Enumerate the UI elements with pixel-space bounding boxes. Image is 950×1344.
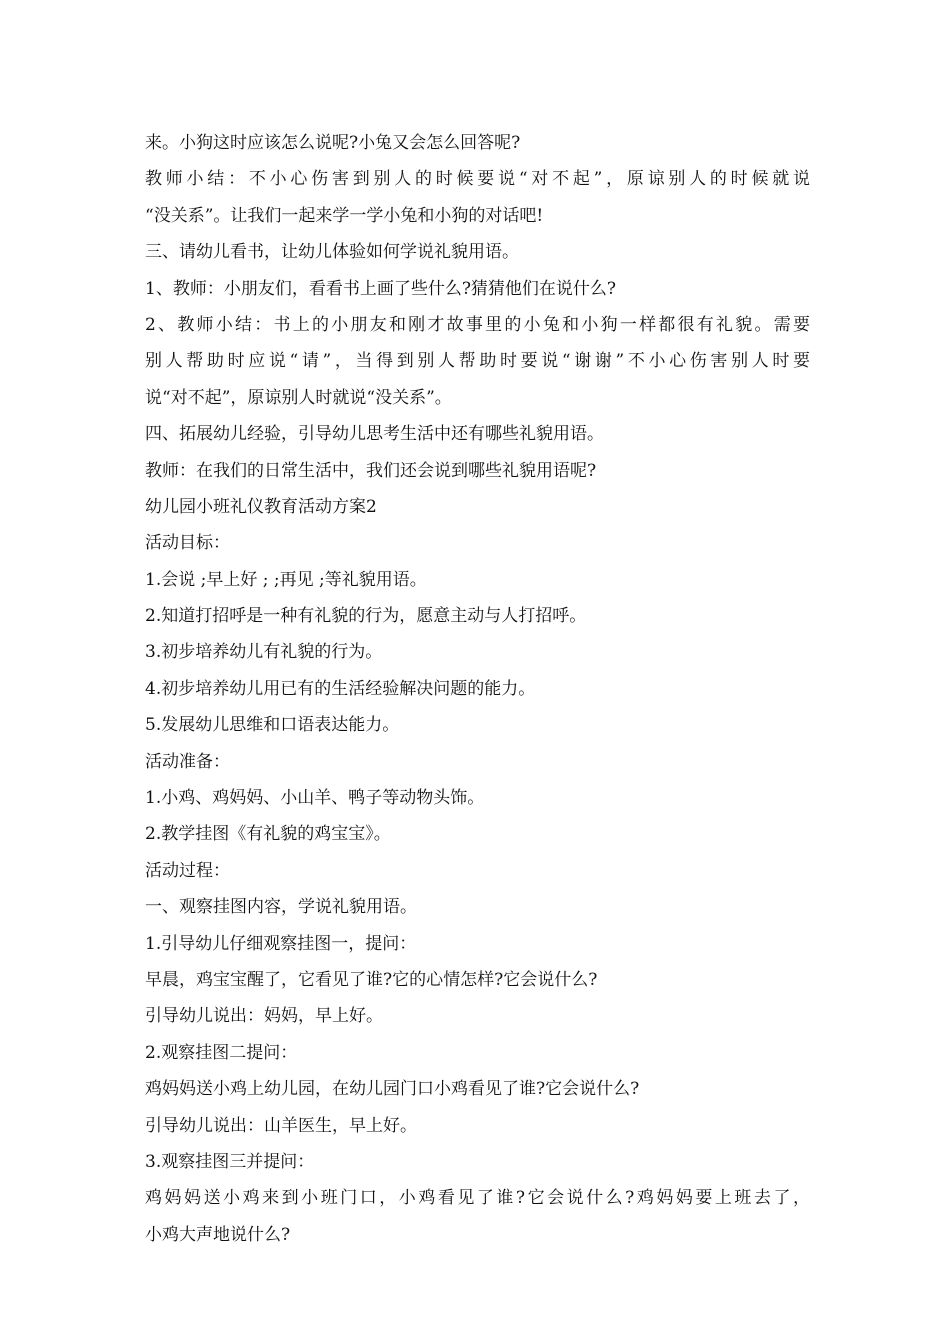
text-line: 三、请幼儿看书，让幼儿体验如何学说礼貌用语。	[145, 242, 519, 263]
text-line: 来。小狗这时应该怎么说呢?小兔又会怎么回答呢?	[145, 133, 521, 153]
text-line: 引导幼儿说出：山羊医生，早上好。	[145, 1115, 417, 1136]
text-line: 1.会说 ;早上好 ; ;再见 ;等礼貌用语。	[145, 569, 427, 590]
text-line: 活动准备：	[145, 751, 230, 772]
text-line: 教师小结：不小心伤害到别人的时候要说“对不起”，原谅别人的时候就说	[145, 169, 810, 190]
text-line: 早晨，鸡宝宝醒了，它看见了谁?它的心情怎样?它会说什么?	[145, 969, 598, 990]
text-line: “没关系”。让我们一起来学一学小兔和小狗的对话吧!	[145, 205, 544, 226]
text-line: 2、教师小结：书上的小朋友和刚才故事里的小兔和小狗一样都很有礼貌。需要	[145, 314, 810, 335]
text-line: 活动目标：	[145, 533, 230, 554]
document-body	[145, 125, 810, 1253]
text-line: 引导幼儿说出：妈妈，早上好。	[145, 1006, 383, 1027]
text-line: 5.发展幼儿思维和口语表达能力。	[145, 715, 400, 736]
text-line: 别人帮助时应说“请”，当得到别人帮助时要说“谢谢”不小心伤害别人时要	[145, 351, 810, 372]
text-line: 1、教师：小朋友们，看看书上画了些什么?猜猜他们在说什么?	[145, 278, 617, 299]
text-line: 活动过程：	[145, 860, 230, 881]
text-line: 3.观察挂图三并提问：	[145, 1151, 315, 1172]
text-line: 说“对不起”，原谅别人时就说“没关系”。	[145, 387, 452, 408]
text-line: 2.知道打招呼是一种有礼貌的行为，愿意主动与人打招呼。	[145, 606, 587, 627]
text-line: 教师：在我们的日常生活中，我们还会说到哪些礼貌用语呢?	[145, 460, 597, 481]
text-line: 幼儿园小班礼仪教育活动方案2	[145, 496, 377, 517]
text-line: 1.小鸡、鸡妈妈、小山羊、鸭子等动物头饰。	[145, 788, 485, 809]
text-line: 四、拓展幼儿经验，引导幼儿思考生活中还有哪些礼貌用语。	[145, 424, 604, 445]
text-line: 1.引导幼儿仔细观察挂图一，提问：	[145, 933, 417, 954]
text-line: 2.教学挂图《有礼貌的鸡宝宝》。	[145, 824, 391, 845]
text-line: 小鸡大声地说什么?	[145, 1224, 291, 1245]
text-line: 2.观察挂图二提问：	[145, 1042, 298, 1063]
text-line: 一、观察挂图内容，学说礼貌用语。	[145, 897, 417, 918]
text-line: 4.初步培养幼儿用已有的生活经验解决问题的能力。	[145, 678, 536, 699]
text-line: 鸡妈妈送小鸡来到小班门口，小鸡看见了谁?它会说什么?鸡妈妈要上班去了，	[145, 1188, 810, 1209]
text-line: 鸡妈妈送小鸡上幼儿园，在幼儿园门口小鸡看见了谁?它会说什么?	[145, 1079, 640, 1100]
text-line: 3.初步培养幼儿有礼貌的行为。	[145, 642, 383, 663]
